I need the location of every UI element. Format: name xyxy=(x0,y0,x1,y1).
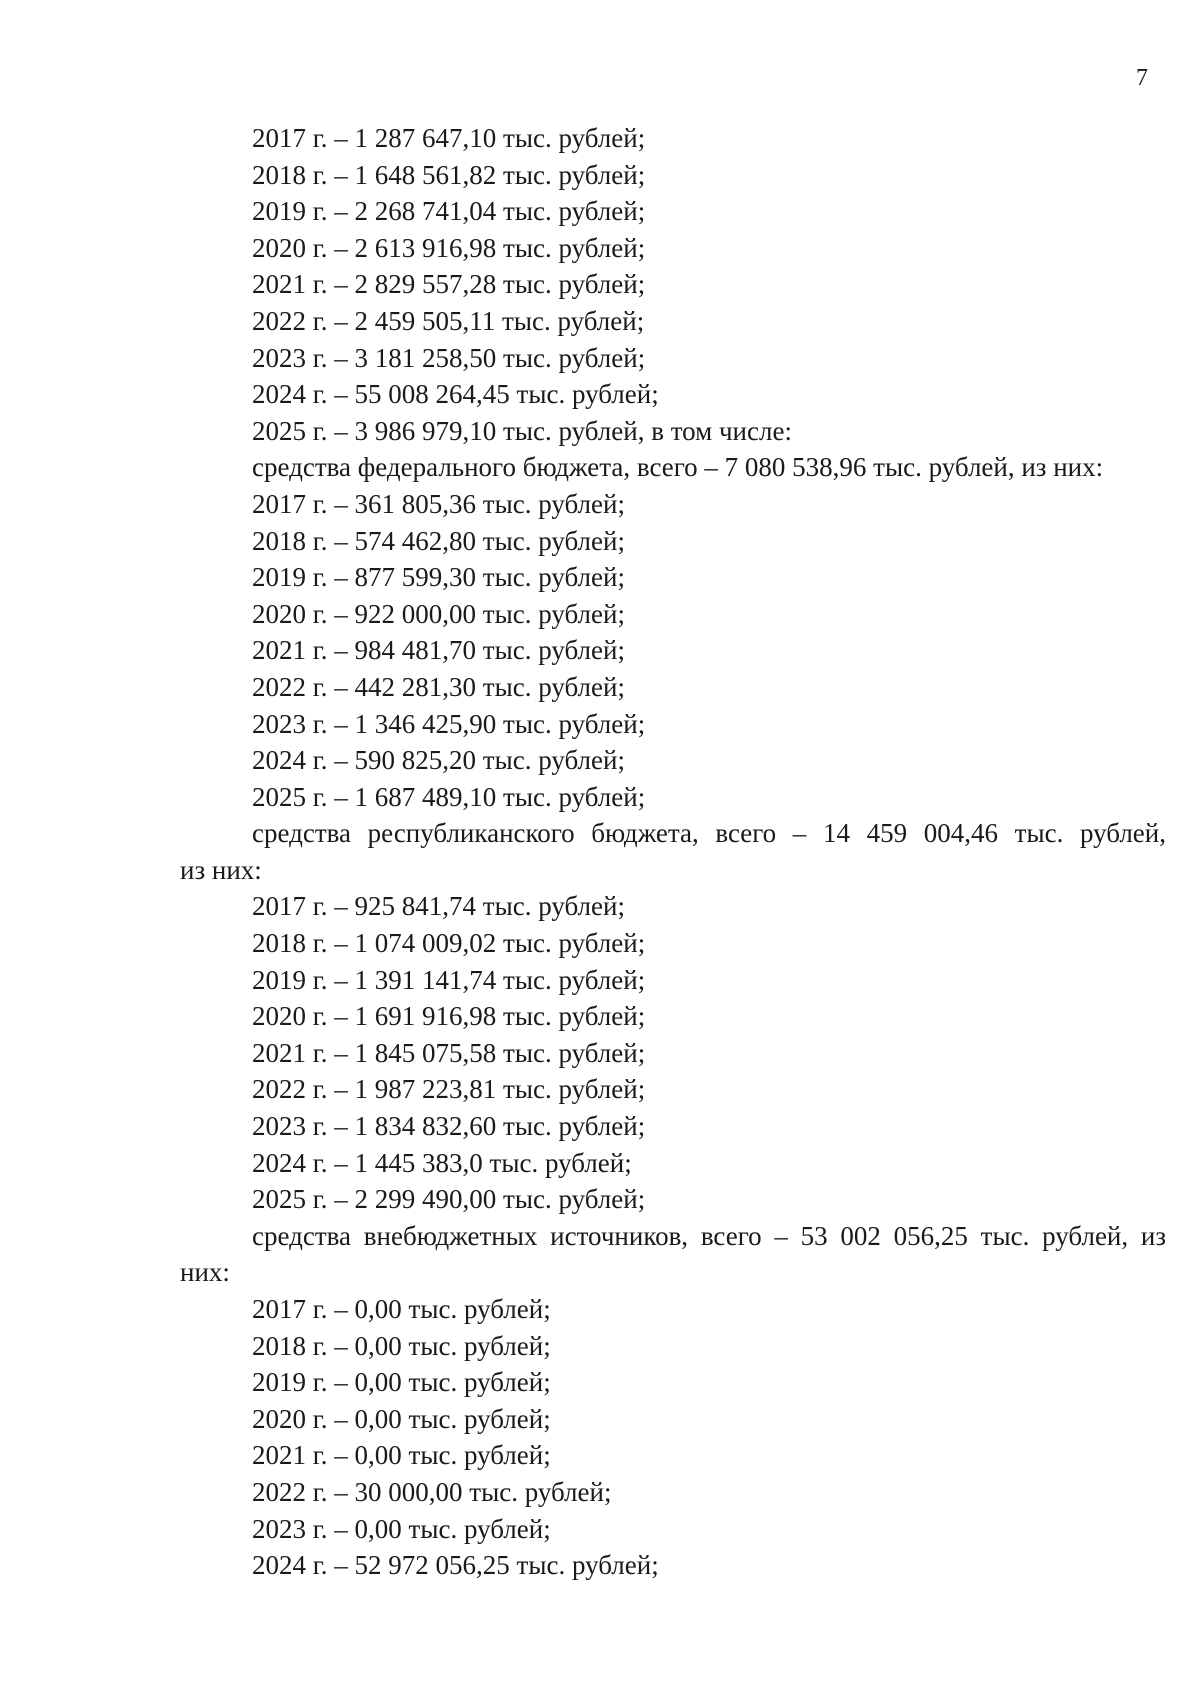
federal-year-line: 2023 г. – 1 346 425,90 тыс. рублей; xyxy=(252,708,646,739)
extrabudgetary-heading: средства внебюджетных источников, всего – 53 002 056,25 тыс. рублей, из xyxy=(252,1220,1166,1251)
federal-year-line: 2017 г. – 361 805,36 тыс. рублей; xyxy=(252,488,625,519)
republican-year-line: 2017 г. – 925 841,74 тыс. рублей; xyxy=(252,891,625,922)
extrabudgetary-year-line: 2018 г. – 0,00 тыс. рублей; xyxy=(252,1330,551,1361)
total-year-line: 2018 г. – 1 648 561,82 тыс. рублей; xyxy=(252,159,646,190)
republican-year-line: 2018 г. – 1 074 009,02 тыс. рублей; xyxy=(252,928,646,959)
republican-year-line: 2023 г. – 1 834 832,60 тыс. рублей; xyxy=(252,1111,646,1142)
total-year-line: 2024 г. – 55 008 264,45 тыс. рублей; xyxy=(252,379,659,410)
extrabudgetary-year-line: 2021 г. – 0,00 тыс. рублей; xyxy=(252,1440,551,1471)
federal-year-line: 2025 г. – 1 687 489,10 тыс. рублей; xyxy=(252,781,646,812)
federal-year-line: 2021 г. – 984 481,70 тыс. рублей; xyxy=(252,635,625,666)
document-body xyxy=(180,120,1166,1584)
page-number: 7 xyxy=(1136,65,1148,91)
republican-year-line: 2022 г. – 1 987 223,81 тыс. рублей; xyxy=(252,1074,646,1105)
republican-year-line: 2021 г. – 1 845 075,58 тыс. рублей; xyxy=(252,1037,646,1068)
total-year-line: 2022 г. – 2 459 505,11 тыс. рублей; xyxy=(252,305,645,336)
republican-year-line: 2019 г. – 1 391 141,74 тыс. рублей; xyxy=(252,964,646,995)
federal-year-line: 2024 г. – 590 825,20 тыс. рублей; xyxy=(252,745,625,776)
republican-year-line: 2024 г. – 1 445 383,0 тыс. рублей; xyxy=(252,1147,632,1178)
federal-year-line: 2022 г. – 442 281,30 тыс. рублей; xyxy=(252,671,625,702)
extrabudgetary-year-line: 2019 г. – 0,00 тыс. рублей; xyxy=(252,1367,551,1398)
federal-year-line: 2020 г. – 922 000,00 тыс. рублей; xyxy=(252,598,625,629)
total-year-line: 2025 г. – 3 986 979,10 тыс. рублей, в том числе: xyxy=(252,415,792,446)
republican-year-line: 2020 г. – 1 691 916,98 тыс. рублей; xyxy=(252,1001,646,1032)
federal-year-line: 2018 г. – 574 462,80 тыс. рублей; xyxy=(252,525,625,556)
extrabudgetary-year-line: 2023 г. – 0,00 тыс. рублей; xyxy=(252,1513,551,1544)
republican-year-line: 2025 г. – 2 299 490,00 тыс. рублей; xyxy=(252,1184,646,1215)
total-year-line: 2020 г. – 2 613 916,98 тыс. рублей; xyxy=(252,232,646,263)
total-year-line: 2019 г. – 2 268 741,04 тыс. рублей; xyxy=(252,196,646,227)
extrabudgetary-year-line: 2017 г. – 0,00 тыс. рублей; xyxy=(252,1294,551,1324)
republican-budget-heading: средства республиканского бюджета, всего – 14 459 004,46 тыс. рублей, xyxy=(252,818,1166,849)
federal-year-line: 2019 г. – 877 599,30 тыс. рублей; xyxy=(252,562,625,593)
republican-budget-heading-continuation: из них: xyxy=(180,854,262,885)
total-year-line: 2021 г. – 2 829 557,28 тыс. рублей; xyxy=(252,269,646,300)
extrabudgetary-year-line: 2024 г. – 52 972 056,25 тыс. рублей; xyxy=(252,1550,659,1581)
total-year-line: 2017 г. – 1 287 647,10 тыс. рублей; xyxy=(252,123,646,153)
federal-budget-heading: средства федерального бюджета, всего – 7 080 538,96 тыс. рублей, из них: xyxy=(252,452,1104,483)
extrabudgetary-year-line: 2020 г. – 0,00 тыс. рублей; xyxy=(252,1403,551,1434)
extrabudgetary-heading-continuation: них: xyxy=(180,1257,230,1288)
total-year-line: 2023 г. – 3 181 258,50 тыс. рублей; xyxy=(252,342,646,373)
extrabudgetary-year-line: 2022 г. – 30 000,00 тыс. рублей; xyxy=(252,1476,612,1507)
